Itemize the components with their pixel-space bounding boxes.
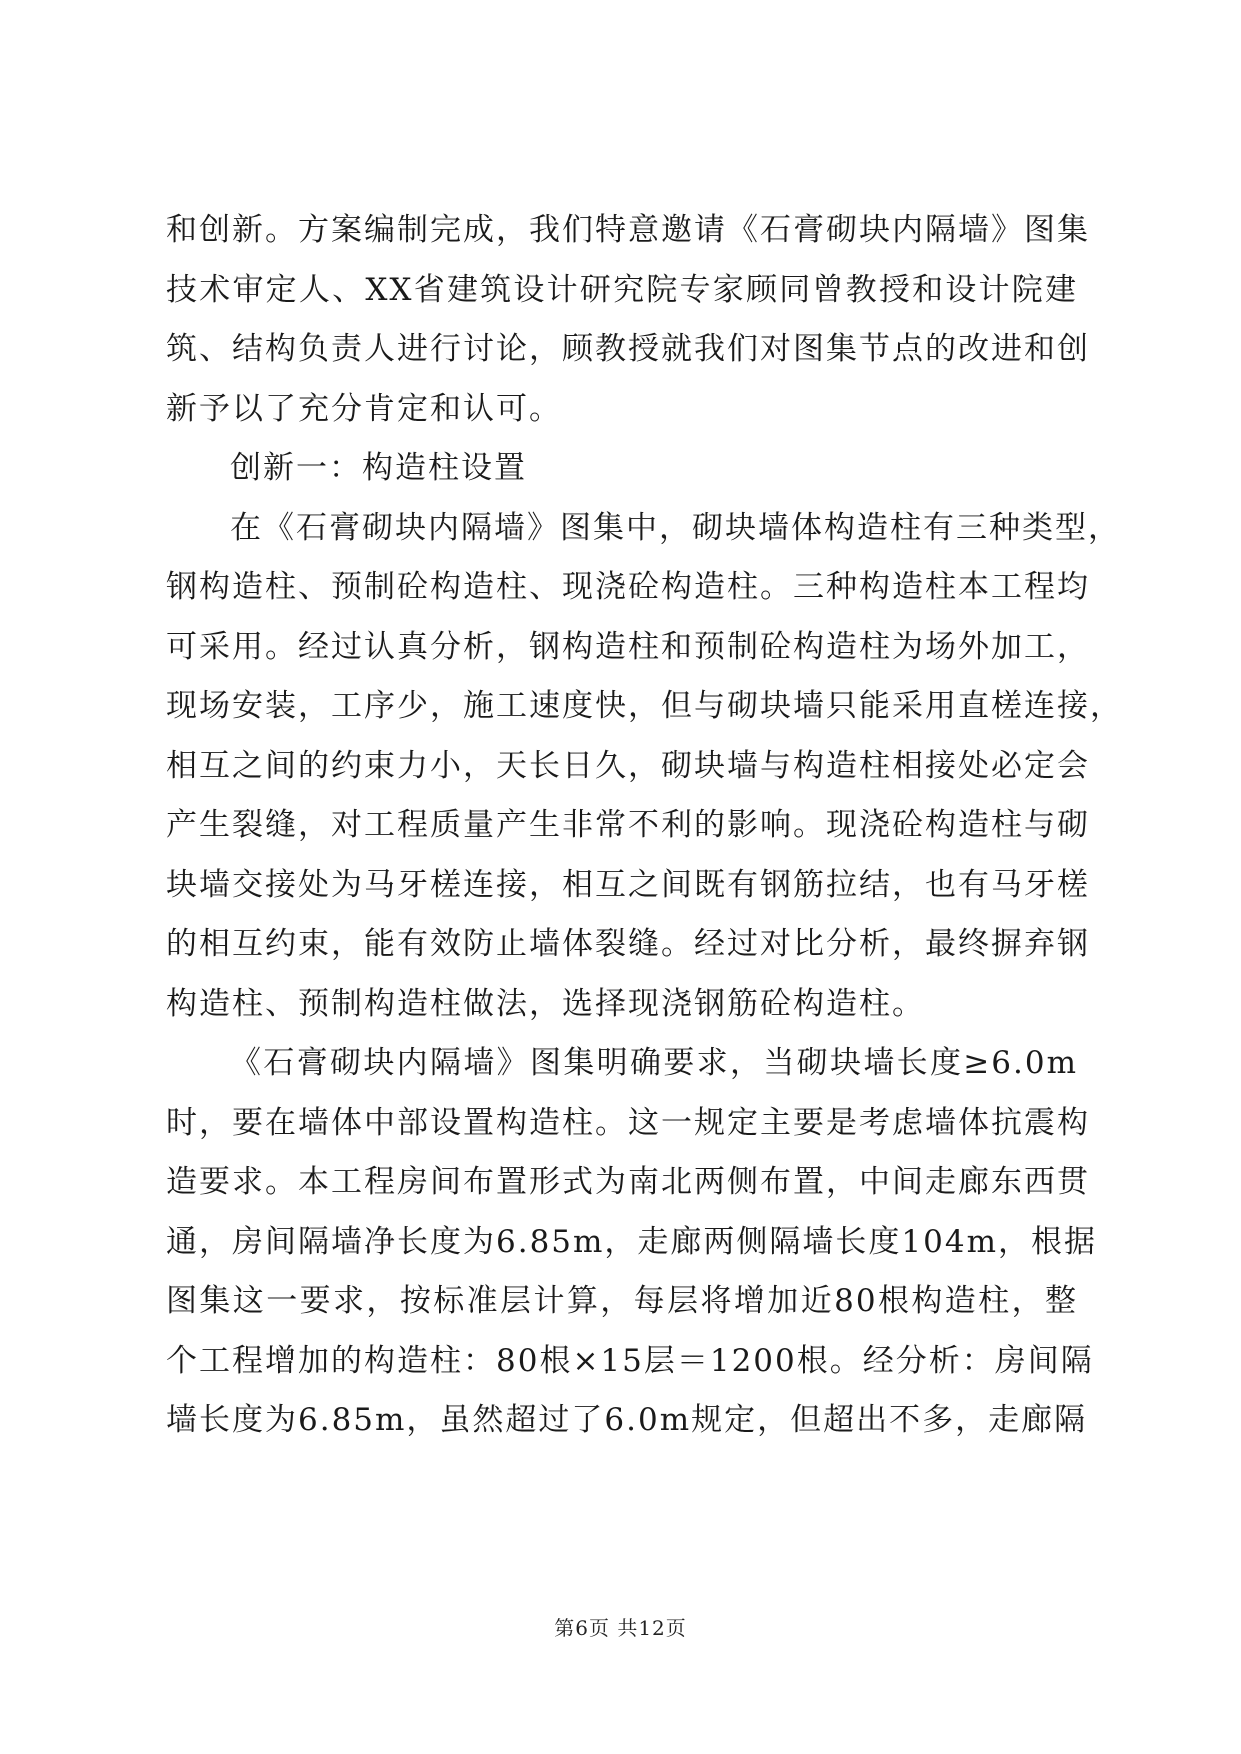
text-line: 时，要在墙体中部设置构造柱。这一规定主要是考虑墙体抗震构	[166, 1104, 1090, 1141]
text-line: 新予以了充分肯定和认可。	[166, 390, 562, 427]
text-line: 《石膏砌块内隔墙》图集明确要求，当砌块墙长度≥6.0m	[230, 1045, 1078, 1081]
text-line: 造要求。本工程房间布置形式为南北两侧布置，中间走廊东西贯	[166, 1164, 1090, 1200]
text-line: 和创新。方案编制完成，我们特意邀请《石膏砌块内隔墙》图集	[166, 212, 1090, 248]
text-line: 个工程增加的构造柱：80根×15层＝1200根。经分析：房间隔	[166, 1342, 1094, 1379]
text-line: 的相互约束，能有效防止墙体裂缝。经过对比分析，最终摒弃钢	[166, 926, 1090, 962]
text-line: 墙长度为6.85m，虽然超过了6.0m规定，但超出不多，走廊隔	[166, 1402, 1088, 1438]
section-heading: 创新一：构造柱设置	[230, 450, 527, 486]
text-line: 相互之间的约束力小，天长日久，砌块墙与构造柱相接处必定会	[166, 747, 1090, 784]
text-line: 在《石膏砌块内隔墙》图集中，砌块墙体构造柱有三种类型，	[230, 509, 1121, 546]
text-line: 技术审定人、XX省建筑设计研究院专家顾同曾教授和设计院建	[166, 271, 1078, 308]
body-text	[166, 201, 1123, 1451]
text-line: 筑、结构负责人进行讨论，顾教授就我们对图集节点的改进和创	[166, 331, 1090, 367]
text-line: 产生裂缝，对工程质量产生非常不利的影响。现浇砼构造柱与砌	[166, 807, 1090, 843]
page-number: 第6页 共12页	[554, 1616, 687, 1640]
text-line: 块墙交接处为马牙槎连接，相互之间既有钢筋拉结，也有马牙槎	[166, 866, 1090, 903]
text-line: 图集这一要求，按标准层计算，每层将增加近80根构造柱，整	[166, 1283, 1078, 1319]
text-line: 可采用。经过认真分析，钢构造柱和预制砼构造柱为场外加工，	[166, 628, 1090, 665]
text-line: 通，房间隔墙净长度为6.85m，走廊两侧隔墙长度104m，根据	[166, 1223, 1097, 1260]
text-line: 钢构造柱、预制砼构造柱、现浇砼构造柱。三种构造柱本工程均	[166, 569, 1090, 605]
text-line: 构造柱、预制构造柱做法，选择现浇钢筋砼构造柱。	[166, 985, 925, 1022]
text-line: 现场安装，工序少，施工速度快，但与砌块墙只能采用直槎连接，	[166, 688, 1123, 724]
